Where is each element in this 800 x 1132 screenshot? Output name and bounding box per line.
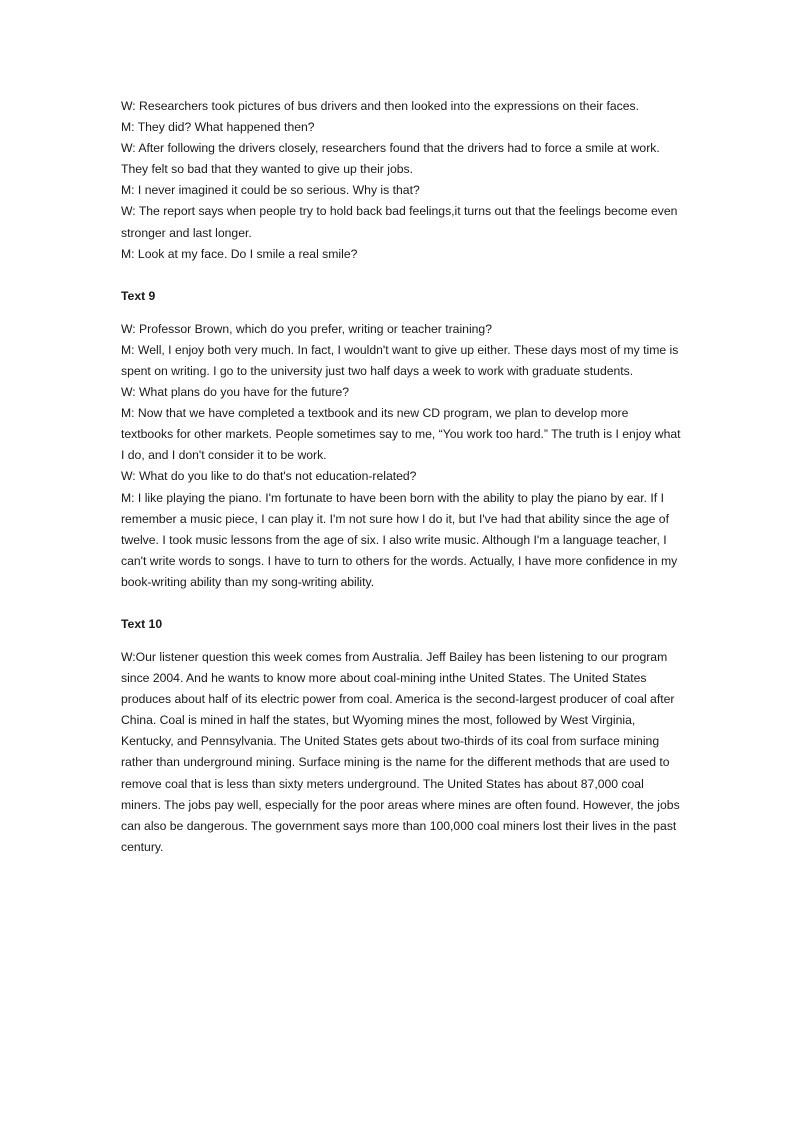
dialogue-line: W: The report says when people try to hold back bad feelings,it turns out that the feelings become even xyxy=(121,204,678,219)
text9-section xyxy=(121,286,686,593)
text10-section xyxy=(121,614,686,858)
paragraph-line: century. xyxy=(121,839,164,854)
dialogue-line: textbooks for other markets. People sometimes say to me, “You work too hard.” The truth is I enjoy what xyxy=(121,427,681,442)
paragraph-line: remove coal that is less than sixty meters underground. The United States has about 87,000 coal xyxy=(121,776,644,791)
dialogue-line: M: I like playing the piano. I'm fortunate to have been born with the ability to play the piano by ear. If I xyxy=(121,490,664,505)
document-page xyxy=(121,96,686,858)
section-heading: Text 10 xyxy=(121,616,163,631)
dialogue-line: M: They did? What happened then? xyxy=(121,120,315,135)
section-heading: Text 9 xyxy=(121,288,156,303)
dialogue-line: spent on writing. I go to the university just two half days a week to work with graduate students. xyxy=(121,363,634,378)
dialogue-line: M: I never imagined it could be so serious. Why is that? xyxy=(121,183,420,198)
dialogue-line: remember a music piece, I can play it. I'm not sure how I do it, but I've had that ability since the age of xyxy=(121,511,669,526)
dialogue-line: W: What plans do you have for the future? xyxy=(121,385,350,400)
paragraph-line: W:Our listener question this week comes from Australia. Jeff Bailey has been listening to our program xyxy=(121,649,668,664)
dialogue-line: W: After following the drivers closely, researchers found that the drivers had to force a smile at work. xyxy=(121,141,660,156)
dialogue-line: stronger and last longer. xyxy=(121,225,252,240)
paragraph-line: miners. The jobs pay well, especially for the poor areas where mines are often found. However, the jobs xyxy=(121,797,680,812)
dialogue-line: M: Look at my face. Do I smile a real smile? xyxy=(121,246,358,261)
paragraph-line: rather than underground mining. Surface mining is the name for the different methods that are used to xyxy=(121,755,670,770)
dialogue-line: M: Now that we have completed a textbook and its new CD program, we plan to develop more xyxy=(121,406,629,421)
paragraph-line: China. Coal is mined in half the states, but Wyoming mines the most, followed by West Virginia, xyxy=(121,713,636,728)
dialogue-line: twelve. I took music lessons from the age of six. I also write music. Although I'm a language teacher, I xyxy=(121,532,667,547)
paragraph-line: Kentucky, and Pennsylvania. The United States gets about two-thirds of its coal from surface mining xyxy=(121,734,660,749)
dialogue-section-previous xyxy=(121,96,686,265)
paragraph-line: can also be dangerous. The government says more than 100,000 coal miners lost their lives in the past xyxy=(121,818,677,833)
dialogue-line: They felt so bad that they wanted to give up their jobs. xyxy=(121,162,414,177)
dialogue-line: M: Well, I enjoy both very much. In fact, I wouldn't want to give up either. These days most of my time is xyxy=(121,342,679,357)
paragraph-line: since 2004. And he wants to know more about coal-mining inthe United States. The United States xyxy=(121,671,647,686)
dialogue-line: I do, and I don't consider it to be work. xyxy=(121,448,327,463)
dialogue-line: W: Researchers took pictures of bus drivers and then looked into the expressions on their faces. xyxy=(121,99,640,113)
paragraph-line: produces about half of its electric power from coal. America is the second-largest producer of coal after xyxy=(121,692,675,707)
dialogue-line: can't write words to songs. I have to turn to others for the words. Actually, I have more confidence in my xyxy=(121,553,678,568)
dialogue-line: W: What do you like to do that's not education-related? xyxy=(121,469,417,484)
dialogue-line: book-writing ability than my song-writing ability. xyxy=(121,574,375,589)
dialogue-line: W: Professor Brown, which do you prefer, writing or teacher training? xyxy=(121,321,492,336)
